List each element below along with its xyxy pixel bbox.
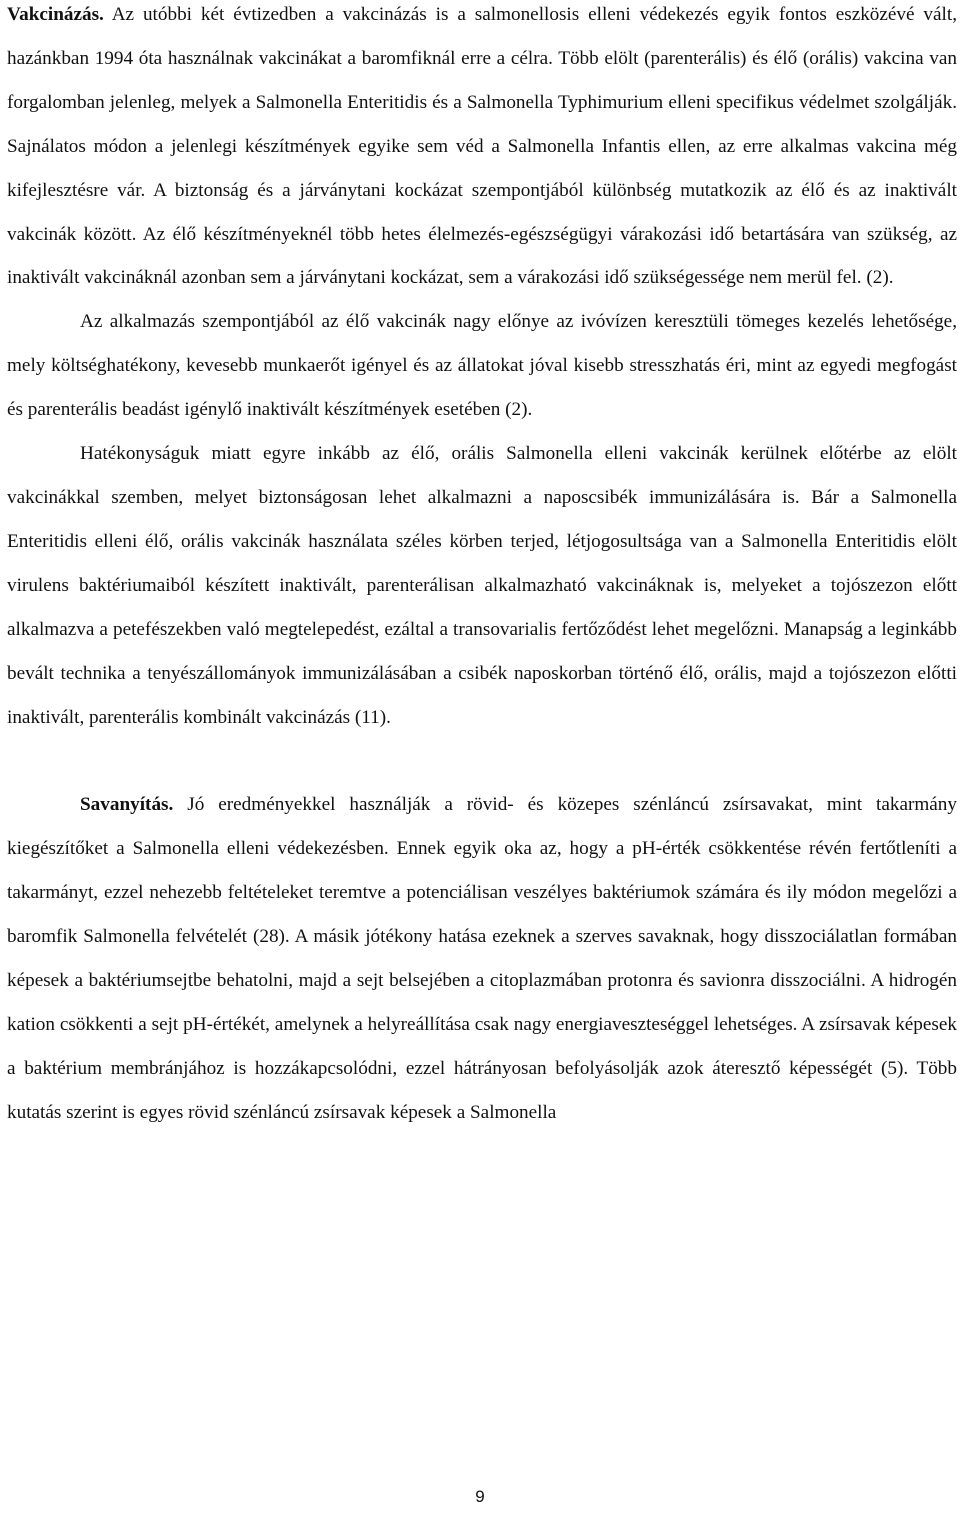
paragraph-text: Az utóbbi két évtizedben a vakcinázás is a salmonellosis elleni védekezés egyik fontos eszközévé vált, hazánkban 1994 óta használnak vakcinákat a baromfiknál erre a célra. Több elölt (parenterális) és élő (orális) vakcina van forgalomban jelenleg, melyek a Salmonella Enteritidis és a Salmonella Typhimurium elleni specifikus védelmet szolgálják. Sajnálatos módon a jelenlegi készítmények egyike sem véd a Salmonella Infantis ellen, az erre alkalmas vakcina még kifejlesztésre vár. A biztonság és a járványtani kockázat szempontjából különbség mutatkozik az élő és az inaktivált vakcinák között. Az élő készítményeknél több hetes élelmezés-egészségügyi várakozási idő betartására van szükség, az inaktivált vakcináknál azonban sem a járványtani kockázat, sem a várakozási idő szükségessége nem merül fel. (2). <box>7 4 957 289</box>
section-spacer <box>7 739 957 783</box>
paragraph-oral-vaccines: Hatékonyságuk miatt egyre inkább az élő, orális Salmonella elleni vakcinák kerülnek előtérbe az elölt vakcinákkal szemben, melyet biztonságosan lehet alkalmazni a naposcsibék immunizálására is. Bár a Salmonella Enteritidis elleni élő, orális vakcinák használata széles körben terjed, létjogosultsága van a Salmonella Enteritidis elölt virulens baktériumaiból készített inaktivált, parenterálisan alkalmazható vakcináknak is, melyeket a tojószezon előtt alkalmazva a petefészekben való megtelepedést, ezáltal a transovarialis fertőződést lehet megelőzni. Manapság a leginkább bevált technika a tenyészállományok immunizálásában a csibék naposkorban történő élő, orális, majd a tojószezon előtti inaktivált, parenterális kombinált vakcinázás (11). <box>7 443 957 728</box>
document-page <box>7 0 957 1135</box>
page-number: 9 <box>475 1487 485 1506</box>
paragraph-live-vaccine-advantage: Az alkalmazás szempontjából az élő vakcinák nagy előnye az ivóvízen keresztüli tömeges kezelés lehetősége, mely költséghatékony, kevesebb munkaerőt igényel és az állatokat jóval kisebb stresszhatás éri, mint az egyedi megfogást és parenterális beadást igénylő inaktivált készítmények esetében (2). <box>7 311 957 421</box>
section-heading-acidification: Savanyítás. <box>80 794 174 816</box>
paragraph-acidification <box>7 783 957 1134</box>
section-heading-vaccination: Vakcinázás. <box>7 4 104 25</box>
paragraph-vaccination-intro <box>7 0 957 300</box>
paragraph-text: Jó eredményekkel használják a rövid- és közepes szénláncú zsírsavakat, mint takarmány kiegészítőket a Salmonella elleni védekezésben. Ennek egyik oka az, hogy a pH-érték csökkentése révén fertőtleníti a takarmányt, ezzel nehezebb feltételeket teremtve a potenciálisan veszélyes baktériumok számára és ily módon megelőzi a baromfik Salmonella felvételét (28). A másik jótékony hatása ezeknek a szerves savaknak, hogy disszociálatlan formában képesek a baktériumsejtbe behatolni, majd a sejt belsejében a citoplazmában protonra és savionra disszociálni. A hidrogén kation csökkenti a sejt pH-értékét, amelynek a helyreállítása csak nagy energiaveszteséggel lehetséges. A zsírsavak képesek a baktérium membránjához is hozzákapcsolódni, ezzel hátrányosan befolyásolják azok áteresztő képességét (5). Több kutatás szerint is egyes rövid szénláncú zsírsavak képesek a Salmonella <box>7 794 957 1123</box>
